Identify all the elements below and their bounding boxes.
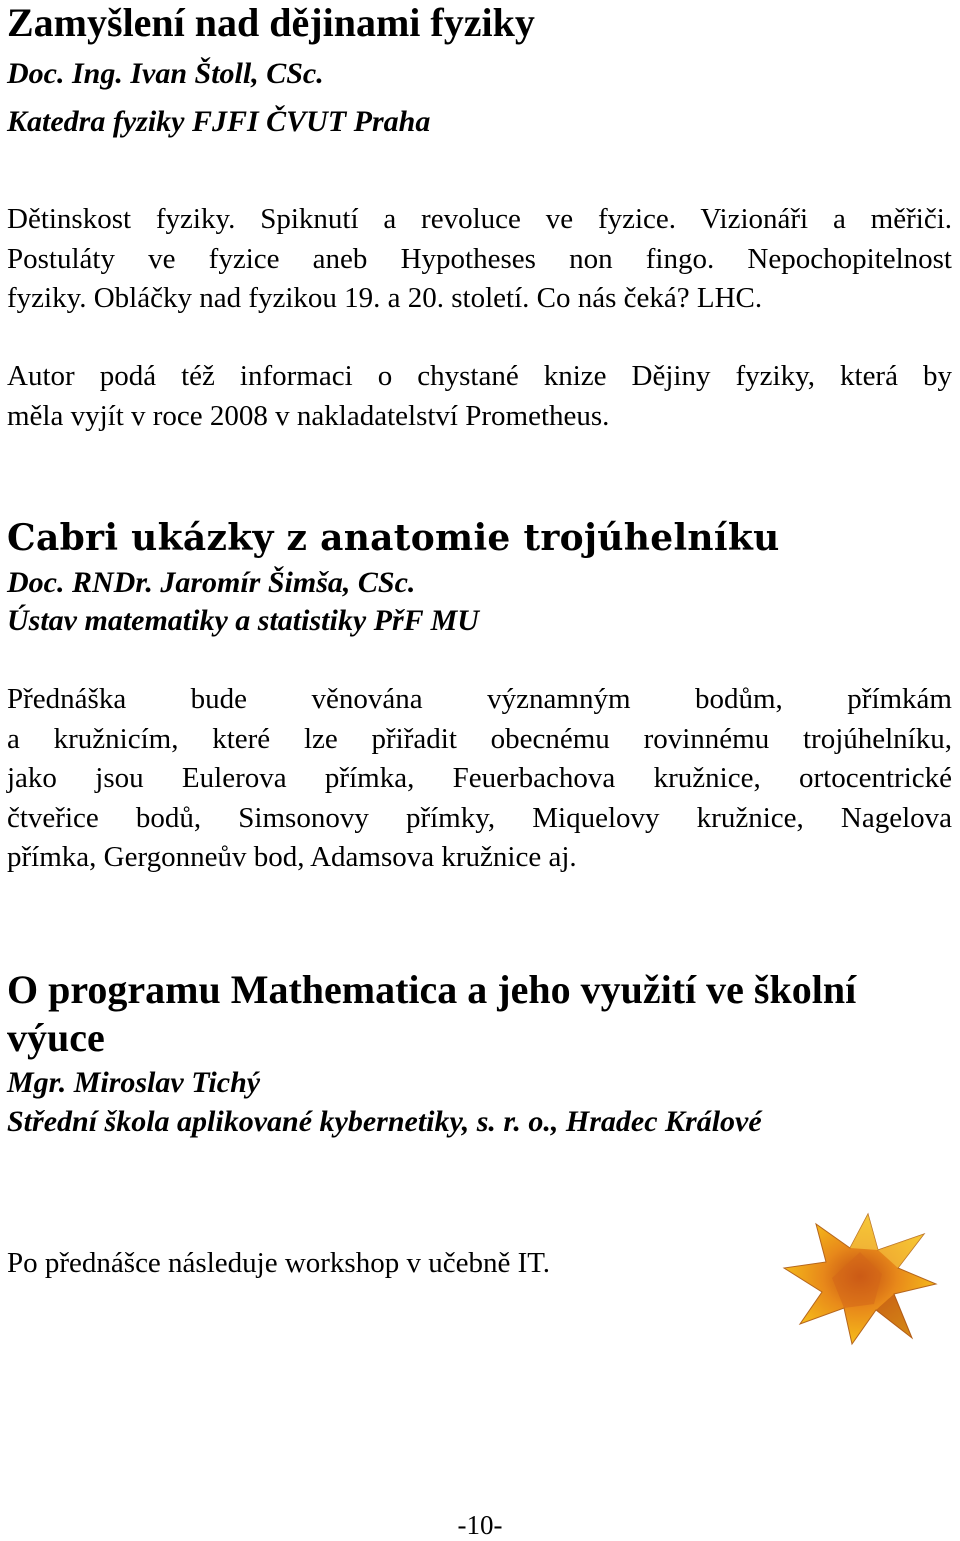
section1-paragraph-2 bbox=[7, 357, 952, 436]
section2-paragraph bbox=[7, 680, 952, 878]
section1-author: Doc. Ing. Ivan Štoll, CSc. bbox=[7, 57, 324, 90]
section3-author: Mgr. Miroslav Tichý bbox=[7, 1066, 261, 1099]
section3-title-line2: výuce bbox=[7, 1015, 105, 1060]
text-line: fyziky. Obláčky nad fyzikou 19. a 20. století. Co nás čeká? LHC. bbox=[7, 282, 763, 314]
page-number: -10- bbox=[457, 1510, 503, 1540]
section2-affiliation: Ústav matematiky a statistiky PřF MU bbox=[7, 604, 479, 637]
mathematica-spikey-icon bbox=[782, 1212, 938, 1346]
text-line: Přednáška bude věnována významným bodům, přímkám bbox=[7, 683, 952, 715]
section1-paragraph-1 bbox=[7, 200, 952, 319]
text-line: přímka, Gergonneův bod, Adamsova kružnice aj. bbox=[7, 841, 577, 873]
section2-author: Doc. RNDr. Jaromír Šimša, CSc. bbox=[7, 566, 416, 599]
section3-paragraph: Po přednášce následuje workshop v učebně IT. bbox=[7, 1247, 551, 1279]
text-line: Dětinskost fyziky. Spiknutí a revoluce ve fyzice. Vizionáři a měřiči. bbox=[7, 203, 952, 235]
text-line: a kružnicím, které lze přiřadit obecnému rovinnému trojúhelníku, bbox=[7, 722, 952, 755]
text-line: Postuláty ve fyzice aneb Hypotheses non fingo. Nepochopitelnost bbox=[7, 242, 952, 275]
text-line: měla vyjít v roce 2008 v nakladatelství Prometheus. bbox=[7, 399, 610, 432]
text-line: Autor podá též informaci o chystané knize Dějiny fyziky, která by bbox=[7, 360, 952, 392]
section2-title: Cabri ukázky z anatomie trojúhelníku bbox=[7, 517, 780, 559]
section3-affiliation: Střední škola aplikované kybernetiky, s. r. o., Hradec Králové bbox=[7, 1105, 762, 1138]
section3-title-line1: O programu Mathematica a jeho využití ve školní bbox=[7, 967, 857, 1012]
text-line: jako jsou Eulerova přímka, Feuerbachova kružnice, ortocentrické bbox=[7, 762, 952, 794]
text-line: čtveřice bodů, Simsonovy přímky, Miquelovy kružnice, Nagelova bbox=[7, 801, 952, 834]
section1-title: Zamyšlení nad dějinami fyziky bbox=[7, 0, 535, 45]
section1-affiliation: Katedra fyziky FJFI ČVUT Praha bbox=[7, 105, 431, 138]
